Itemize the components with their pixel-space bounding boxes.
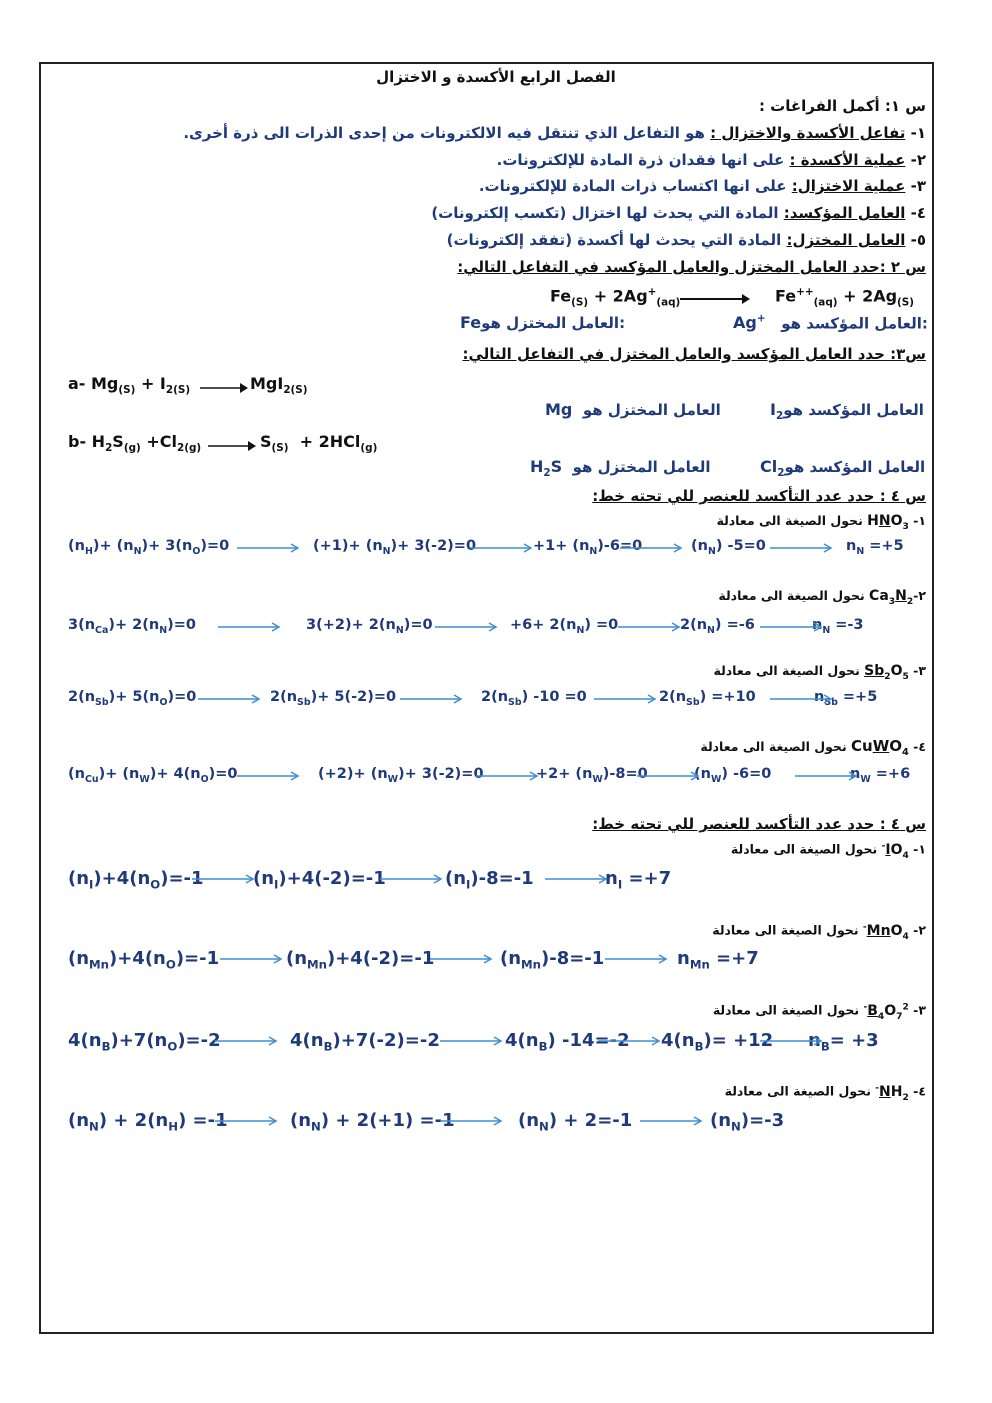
q4a-row-2-arrow-3 (618, 622, 688, 632)
q3-a-arrow (200, 383, 248, 393)
q4a-row-1-step-4: $(n_N)$ -5=0 (691, 538, 766, 557)
q4a-row-3-step-3: $2(n_{Sb})$ -10 =0 (481, 689, 587, 708)
q4b-row-3-step-5: $n_B= +3$ (808, 1030, 879, 1054)
q4a-row-1-step-3: $+1+ (n_N)-6=0$ (533, 538, 643, 557)
q4a-row-4-arrow-3 (637, 771, 707, 781)
q4b-row-2-arrow-2 (430, 954, 500, 964)
q4a-row-1-step-1: $(n_H)+ (n_N)+ 3(n_O)=0$ (68, 538, 230, 557)
q4b-row-3-step-4: $4(n_B)= +12$ (661, 1030, 774, 1054)
q4b-row-4-step-4: $(n_N)=-3$ (710, 1110, 785, 1134)
q3-equation-a-product: MgI$_{2(S)}$ (250, 374, 308, 397)
q2-reducer: Feالعامل المختزل هو: (460, 313, 626, 332)
q4a-row-2-arrow-2 (435, 622, 505, 632)
q4b-label-1: ١- $IO_4^-$ نحول الصيغة الى معادلة (730, 841, 926, 861)
q4a-row-2-arrow-1 (218, 622, 288, 632)
q4a-row-4-step-5: $n_W =+6$ (850, 766, 911, 785)
q4a-row-1-arrow-4 (770, 543, 840, 553)
q4b-label-4: ٤- $NH_2^-$ نحول الصيغة الى معادلة (724, 1083, 926, 1103)
q4a-row-2-step-3: $+6+ 2(n_N) =0$ (510, 617, 619, 636)
q3-b-reducer: $H_2S$ العامل المختزل هو (530, 457, 711, 480)
q4a-row-3-step-4: $2(n_{Sb}) =+10$ (659, 689, 756, 708)
q4b-row-1-step-3: $(n_I)-8=-1$ (445, 868, 534, 892)
q4a-row-4-step-3: $+2+ (n_W)-8=0$ (536, 766, 648, 785)
q4b-row-4-arrow-3 (640, 1116, 710, 1126)
q4b-row-4-arrow-1 (215, 1116, 285, 1126)
q4a-row-4-arrow-4 (795, 771, 865, 781)
q4a-row-1-step-2: $(+1)+ (n_N)+ 3(-2)=0$ (313, 538, 477, 557)
q3-heading: س٣: حدد العامل المؤكسد والعامل المختزل في التفاعل التالي: (462, 345, 926, 363)
q4a-row-1-arrow-3 (620, 543, 690, 553)
q4b-row-2-step-2: $(n_{Mn})+4(-2)=-1$ (286, 948, 435, 972)
q4b-row-2-step-1: $(n_{Mn})+4(n_O)=-1$ (68, 948, 220, 972)
q1-item-3: ٣- عملية الاختزال: على انها اكتساب ذرات المادة للإلكترونات. (478, 177, 926, 195)
q4b-row-1-step-1: $(n_I)+4(n_O)=-1$ (68, 868, 204, 892)
q4b-row-3-arrow-3 (598, 1036, 668, 1046)
q4a-row-1-step-5: $n_N =+5$ (846, 538, 904, 557)
page-title: الفصل الرابع الأكسدة و الاختزال (376, 68, 616, 86)
q3-equation-b-products: $S_{(S)} + 2HCl_{(g)}$ (260, 432, 378, 455)
q4b-label-2: ٢- MnO$_4$- نحول الصيغة الى معادلة (712, 922, 926, 942)
q4a-row-2-step-2: $3(+2)+ 2(n_N)=0$ (306, 617, 433, 636)
q1-item-1: ١- تفاعل الأكسدة والاختزال : هو التفاعل الذي تنتقل فيه الالكترونات من إحدى الذرات الى ذرة أخرى. (183, 124, 926, 142)
q4a-row-3-arrow-2 (400, 694, 470, 704)
q4b-row-4-arrow-2 (440, 1116, 510, 1126)
q1-heading: س ١: أكمل الفراغات : (758, 97, 926, 115)
q4b-row-3-step-3: $4(n_B)$ -14=-2 (505, 1030, 630, 1054)
q3-equation-a: a- $Mg_{(S)} + I_{2(S)}$ (68, 374, 191, 397)
q4b-row-1-arrow-3 (545, 874, 615, 884)
q3-b-arrow (208, 441, 256, 451)
q4b-label-3: ٣- $B_4O_7^{2-}$ نحول الصيغة الى معادلة (712, 1002, 926, 1022)
q4b-row-2-arrow-3 (605, 954, 675, 964)
q4a-row-1-arrow-2 (470, 543, 540, 553)
q1-item-4: ٤- العامل المؤكسد: المادة التي يحدث لها اختزال (تكسب إلكترونات) (431, 204, 926, 222)
q4a-row-3-arrow-3 (594, 694, 664, 704)
q4b-row-2-step-3: $(n_{Mn})-8=-1$ (500, 948, 605, 972)
q3-equation-b: b- $H_2S_{(g)} +Cl_{2(g)}$ (68, 432, 202, 455)
q4a-row-3-arrow-4 (770, 694, 840, 704)
q4a-row-4-arrow-1 (237, 771, 307, 781)
q4b-row-4-step-3: $(n_N) + 2=-1$ (518, 1110, 633, 1134)
q2-equation-right: $Fe^{++}_{(aq)} + 2Ag_{(S)}$ (775, 286, 915, 309)
q4a-row-4-step-4: $(n_W)$ -6=0 (694, 766, 772, 785)
q3-a-reducer: Mg العامل المختزل هو (545, 400, 721, 419)
q4a-row-4-step-1: $(n_{Cu})+ (n_W)+ 4(n_O)=0$ (68, 766, 238, 785)
q4b-row-1-arrow-1 (192, 874, 262, 884)
q1-item-5: ٥- العامل المختزل: المادة التي يحدث لها أكسدة (تفقد إلكترونات) (446, 231, 926, 249)
q4a-row-1-arrow-1 (237, 543, 307, 553)
q4b-row-3-arrow-1 (215, 1036, 285, 1046)
q4a-row-4-arrow-2 (476, 771, 546, 781)
q4b-row-3-step-1: $4(n_B)+7(n_O)=-2$ (68, 1030, 221, 1054)
q4a-label-3: ٣- $Sb_2O_5$ نحول الصيغة الى معادلة (713, 663, 926, 682)
q4a-row-3-step-5: $n_{Sb} =+5$ (814, 689, 878, 708)
q4b-row-1-arrow-2 (380, 874, 450, 884)
q4b-row-1-step-4: $n_I =+7$ (605, 868, 672, 892)
q4a-heading: س ٤ : حدد عدد التأكسد للعنصر للي تحته خط: (592, 487, 926, 505)
q2-heading: س ٢ :حدد العامل المختزل والعامل المؤكسد في التفاعل التالي: (457, 258, 926, 276)
q2-equation-left: $Fe_{(S)} + 2Ag^+_{(aq)}$ (550, 286, 681, 309)
q4b-row-3-step-2: $4(n_B)+7(-2)=-2$ (290, 1030, 440, 1054)
q4b-row-1-step-2: $(n_I)+4(-2)=-1$ (253, 868, 386, 892)
q4a-row-3-step-1: $2(n_{Sb})+ 5(n_O)=0$ (68, 689, 197, 708)
q4b-row-4-step-1: $(n_N) + 2(n_H) =-1$ (68, 1110, 228, 1134)
q4b-row-4-step-2: $(n_N) + 2(+1) =-1$ (290, 1110, 455, 1134)
q4a-label-4: ٤- CuWO$_4$ نحول الصيغة الى معادلة (700, 737, 926, 758)
q4a-row-4-step-2: $(+2)+ (n_W)+ 3(-2)=0$ (318, 766, 484, 785)
q4b-row-2-step-4: $n_{Mn} =+7$ (677, 948, 759, 972)
q2-reaction-arrow (680, 294, 750, 304)
q4a-row-3-arrow-1 (198, 694, 268, 704)
q4a-row-2-step-4: $2(n_N) =-6$ (680, 617, 755, 636)
q4b-row-3-arrow-4 (760, 1036, 830, 1046)
q4b-row-3-arrow-2 (440, 1036, 510, 1046)
q4a-row-2-step-1: $3(n_{Ca})+ 2(n_N)=0$ (68, 617, 196, 636)
q4a-label-2: $٢-Ca_3N_2$ نحول الصيغة الى معادلة (718, 588, 926, 607)
q2-oxidizer: Ag+ العامل المؤكسد هو: (733, 313, 928, 333)
q4a-row-3-step-2: $2(n_{Sb})+ 5(-2)=0$ (270, 689, 397, 708)
q3-a-oxidizer: $I_2العامل$ المؤكسد هو (770, 400, 924, 423)
q4a-row-2-step-5: $n_N =-3$ (812, 617, 864, 636)
q4a-row-2-arrow-4 (760, 622, 830, 632)
q3-b-oxidizer: $Cl_2العامل$ المؤكسد هو (760, 457, 926, 480)
q4b-heading: س ٤ : حدد عدد التأكسد للعنصر للي تحته خط: (592, 815, 926, 833)
q1-item-2: ٢- عملية الأكسدة : على انها فقدان ذرة المادة للإلكترونات. (496, 151, 926, 169)
q4a-label-1: ١- $HNO_3$ نحول الصيغة الى معادلة (716, 513, 926, 532)
q4b-row-2-arrow-1 (220, 954, 290, 964)
